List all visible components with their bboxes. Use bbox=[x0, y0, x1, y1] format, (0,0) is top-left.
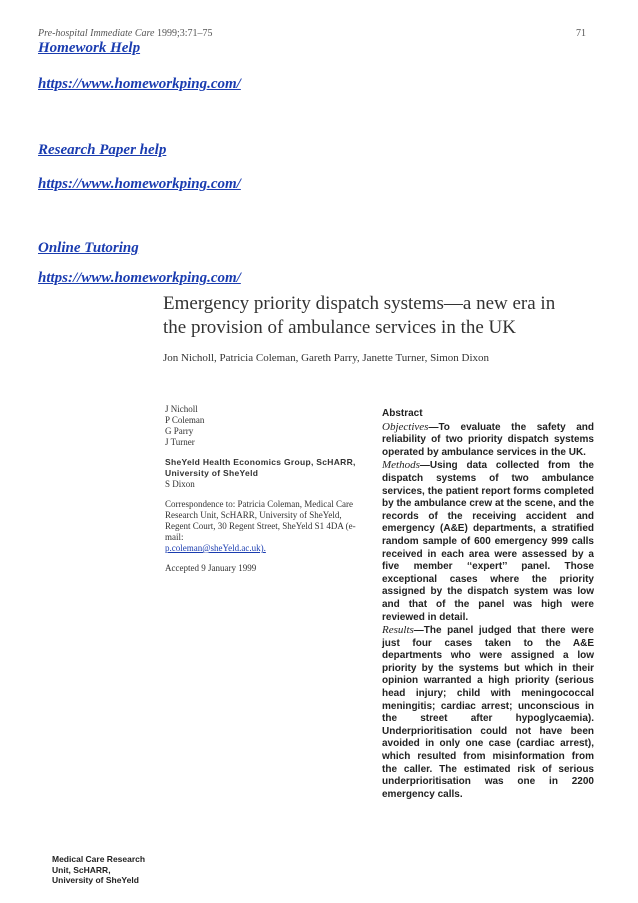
title-line-1: Emergency priority dispatch systems—a new era in bbox=[163, 293, 556, 314]
abstract-heading: Abstract bbox=[382, 408, 423, 419]
results-label: Results bbox=[382, 624, 414, 637]
objectives-label: Objectives bbox=[382, 420, 429, 433]
accepted-date: Accepted 9 January 1999 bbox=[165, 563, 257, 573]
journal-name: Pre-hospital Immediate Care bbox=[38, 28, 155, 39]
affiliation-line: University of SheYeld bbox=[52, 875, 139, 885]
author-sidebar bbox=[165, 404, 365, 574]
affiliation-line: Medical Care Research bbox=[52, 854, 146, 864]
affiliation-footer bbox=[52, 854, 145, 886]
abstract bbox=[382, 408, 594, 801]
page-number: 71 bbox=[576, 28, 586, 39]
methods-label: Methods bbox=[382, 459, 420, 472]
affiliation-line: Unit, ScHARR, bbox=[52, 864, 111, 875]
correspondence-email-link[interactable]: p.coleman@sheYeld.ac.uk). bbox=[165, 543, 266, 553]
methods-text: —Using data collected from the dispatch systems of two ambulance services, the patient report forms completed by the ambulance crew at the scene, and the records of the receiving accident and emergency (A&E) departments, a stratified random sample of 600 emergency 999 calls received in each area were assessed by a five member ‘‘expert’’ panel. Those exceptional cases where the priority assigned by the dispatch system was low and that of the panel was high were reviewed in detail. bbox=[382, 460, 594, 623]
ad-link-online-tutoring-url[interactable]: https://www.homeworkping.com/ bbox=[38, 270, 241, 286]
volume-info: 1999;3:71–75 bbox=[156, 28, 213, 39]
author-name: G Parry bbox=[165, 426, 194, 436]
ad-link-research-paper-help-url[interactable]: https://www.homeworkping.com/ bbox=[38, 176, 241, 192]
author-name: J Nicholl bbox=[165, 404, 198, 414]
author-name: P Coleman bbox=[165, 415, 205, 425]
correspondence-address: Correspondence to: Patricia Coleman, Medical Care Research Unit, ScHARR, University of SheYeld, Regent Court, 30 Regent Street, SheYeld S1 4DA (e-mail: bbox=[165, 499, 356, 542]
author-name: J Turner bbox=[165, 437, 195, 447]
ad-link-research-paper-help[interactable]: Research Paper help bbox=[38, 142, 167, 158]
objectives-text: —To evaluate the safety and reliability of two priority dispatch systems operated by ambulance services in the UK. bbox=[382, 421, 594, 458]
ad-link-homework-help-url[interactable]: https://www.homeworkping.com/ bbox=[38, 76, 241, 92]
abstract-objectives bbox=[382, 421, 594, 460]
abstract-results bbox=[382, 624, 594, 801]
author-name: S Dixon bbox=[165, 479, 195, 489]
ad-link-online-tutoring[interactable]: Online Tutoring bbox=[38, 240, 139, 256]
author-list: Jon Nicholl, Patricia Coleman, Gareth Parry, Janette Turner, Simon Dixon bbox=[163, 352, 490, 364]
author-group: SheYeld Health Economics Group, ScHARR, University of SheYeld bbox=[165, 457, 356, 478]
running-header bbox=[38, 28, 213, 39]
ad-link-homework-help[interactable]: Homework Help bbox=[38, 40, 141, 56]
title-line-2: the provision of ambulance services in the UK bbox=[163, 317, 516, 338]
article-title bbox=[163, 292, 593, 340]
results-text: —The panel judged that there were just four cases taken to the A&E departments who were assigned a low priority by the systems but which in their opinion warranted a high priority (serious head injury; child with meningococcal meningitis; cardiac arrest; unconscious in the street after hypoglycaemia). Underprioritisation could not have been avoided in only one case (cardiac arrest), which resulted from misinformation from the caller. The estimated risk of serious underprioritisation was one in 2200 emergency calls. bbox=[382, 625, 594, 800]
abstract-methods bbox=[382, 459, 594, 624]
